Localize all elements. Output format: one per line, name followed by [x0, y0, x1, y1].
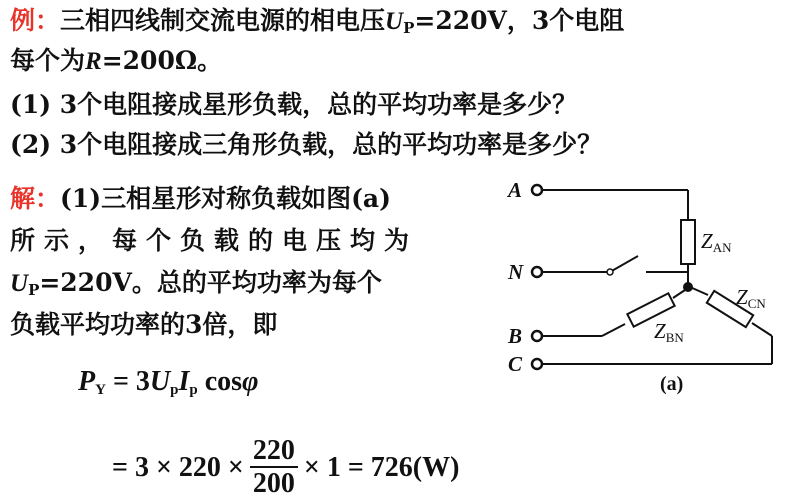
- solution-line-1: [10, 184, 391, 214]
- label-zbn: ZBN: [654, 319, 684, 345]
- formula1-cos: cos: [204, 366, 243, 397]
- star-load-circuit-diagram: [490, 176, 790, 401]
- formula2-fraction: [250, 436, 298, 500]
- terminal-a: [532, 185, 542, 195]
- formula2-prefix: = 3 × 220 ×: [112, 452, 244, 483]
- solution-line-2: 所示，每个负载的电压均为: [10, 226, 419, 255]
- voltage-subscript: P: [403, 19, 415, 37]
- label-n: N: [508, 260, 524, 284]
- formula2-suffix: × 1 = 726(W): [303, 452, 460, 483]
- question-2: (2) 3个电阻接成三角形负载，总的平均功率是多少？: [10, 130, 603, 159]
- formula-calculation: [112, 436, 459, 500]
- label-c: C: [508, 352, 523, 376]
- formula1-u-sub: p: [170, 382, 179, 398]
- problem-text-1a: 三相四线制交流电源的相电压: [60, 6, 386, 35]
- label-a: A: [508, 178, 523, 202]
- formula1-phi: φ: [242, 366, 259, 397]
- formula1-equals: = 3: [112, 366, 150, 397]
- terminal-n: [532, 267, 542, 277]
- phase-voltage-symbol: U: [10, 270, 29, 297]
- problem-line-1: [10, 6, 624, 43]
- solution-line-4: 负载平均功率的3倍，即: [10, 310, 278, 339]
- voltage-symbol: U: [385, 8, 404, 35]
- question-1: (1) 3个电阻接成星形负载，总的平均功率是多少？: [10, 90, 578, 119]
- diagram-caption: (a): [660, 373, 684, 395]
- resistance-symbol: R: [85, 48, 102, 75]
- switch-contact: [607, 269, 613, 275]
- power-subscript: Y: [95, 382, 106, 398]
- phase-voltage-subscript: P: [28, 281, 40, 299]
- formula1-i: I: [178, 366, 190, 397]
- formula1-u: U: [149, 366, 171, 397]
- solution-text-3: =220V。总的平均功率为每个: [39, 268, 382, 297]
- resistor-zbn: [627, 293, 674, 326]
- problem-text-2a: 每个为: [10, 46, 86, 75]
- problem-line-2: [10, 46, 222, 77]
- formula2-numerator: 220: [250, 436, 298, 468]
- power-symbol: P: [78, 366, 96, 397]
- example-label: 例：: [10, 6, 61, 35]
- terminal-b: [532, 331, 542, 341]
- resistor-zan: [681, 220, 695, 264]
- formula-power-star: [78, 366, 258, 399]
- neutral-node: [683, 282, 693, 292]
- solution-line-3: [10, 268, 382, 305]
- formula1-i-sub: p: [189, 382, 198, 398]
- label-zcn: ZCN: [736, 285, 766, 311]
- label-b: B: [508, 324, 523, 348]
- switch-n: [610, 256, 638, 272]
- formula2-denominator: 200: [252, 468, 295, 499]
- problem-text-1b: =220V，3个电阻: [414, 6, 625, 35]
- label-zan: ZAN: [701, 229, 732, 255]
- solution-text-1: (1)三相星形对称负载如图(a): [60, 184, 391, 213]
- problem-text-2b: =200Ω。: [101, 46, 223, 75]
- solution-label: 解：: [10, 184, 61, 213]
- terminal-c: [532, 359, 542, 369]
